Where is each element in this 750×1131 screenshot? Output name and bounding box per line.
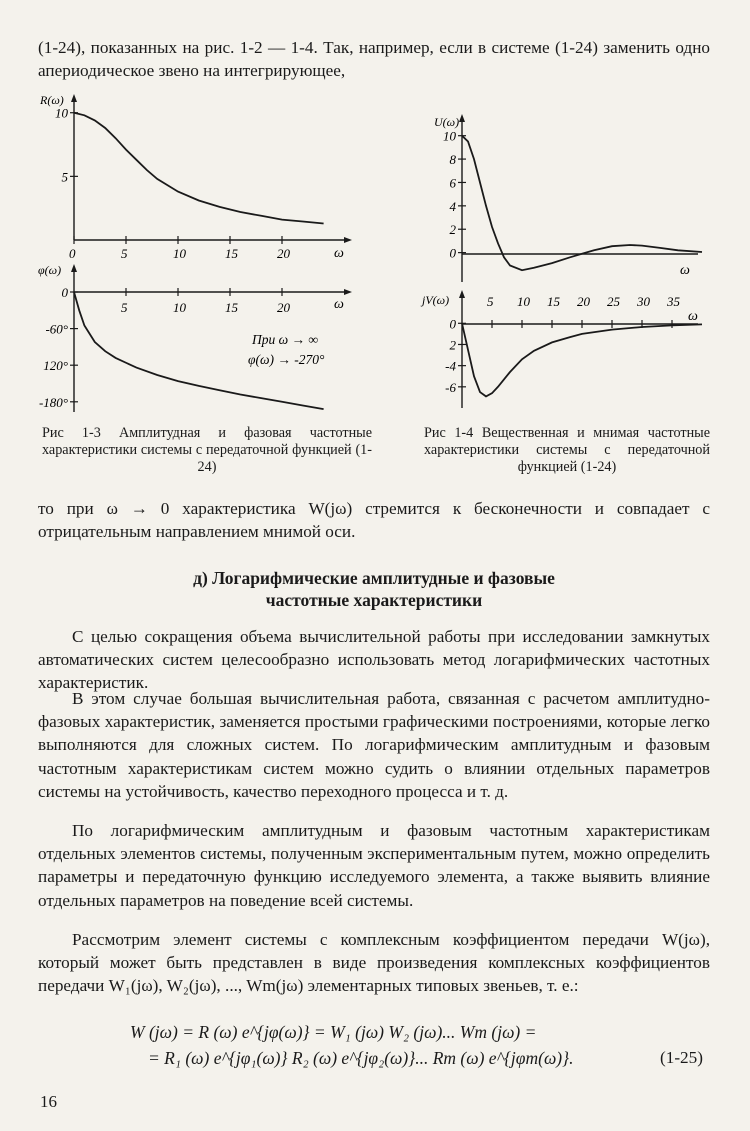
c0-xtick-label: 15 <box>225 246 238 261</box>
paragraph-3: По логарифмическим амплитудным и фазовым частотным характеристикам отдельных элементов системы, полученным экспериментальным путем, можно определить параметры и передаточную функцию исследуемого элемента, а также выявить влияние отдельных параметров на поведение всей системы. <box>38 821 710 910</box>
fig13-phase-chart <box>30 262 370 422</box>
c1-annotation-1: При ω → ∞ <box>252 332 319 347</box>
c1-annotation-2: φ(ω) → -270° <box>248 352 325 367</box>
c3-xtick-label: 25 <box>607 294 620 309</box>
equation-number: (1-25) <box>660 1048 703 1067</box>
c1-xtick-label: 5 <box>121 300 128 315</box>
imag-part-curve <box>462 323 702 396</box>
after-figure-paragraph: то при ω → 0 характеристика W(jω) стремится к бесконечности и совпадает с отрицательным направлением мнимой оси. <box>38 499 710 542</box>
c1-ytick-label: 0 <box>61 285 68 300</box>
c0-xlabel: ω <box>334 246 344 261</box>
c3-xtick-label: 10 <box>517 294 530 309</box>
amplitude-curve <box>74 113 324 224</box>
fig14-imag-chart <box>420 284 710 414</box>
c0-xtick-label: 0 <box>69 246 76 261</box>
equation-line-2: = R₁ (ω) e^{jφ₁(ω)} R₂ (ω) e^{jφ₂(ω)}... Rm (ω) e^{jφm(ω)}. <box>148 1048 574 1068</box>
c3-xtick-label: 35 <box>667 294 680 309</box>
c0-xtick-label: 5 <box>121 246 128 261</box>
c3-ytick-label: 0 <box>449 316 456 332</box>
paragraph-4: Рассмотрим элемент системы с комплексным коэффициентом передачи W(jω), который может быть представлен в виде произведения комплексных коэффициентов передачи W₁(jω), W₂(jω), ..., Wm(jω) элементарных типовых звеньев, т. е.: <box>38 930 710 996</box>
c0-ytick-label: 10 <box>55 105 68 121</box>
paragraph-2: В этом случае большая вычислительная работа, связанная с расчетом амплитудно-фазовых характеристик, заменяется простыми графическими построениями, которые легко выполняются для сложных систем. По логарифмическим амплитудным и фазовым частотным характеристикам систем можно судить о влиянии отдельных параметров системы на устойчивость, качество переходного процесса и т. д. <box>38 689 710 801</box>
c3-xtick-label: 5 <box>487 294 494 309</box>
c3-ytick-label: 2 <box>449 337 456 353</box>
c1-xtick-label: 10 <box>173 300 186 315</box>
c1-xlabel: ω <box>334 297 344 312</box>
c3-ytick-label: -6 <box>445 379 456 395</box>
c1-ylabel: φ(ω) <box>38 263 62 277</box>
c1-xtick-label: 15 <box>225 300 238 315</box>
real-part-curve <box>462 136 702 271</box>
fig14-caption: Рис 1-4 Вещественная и мнимая частотные характеристики системы с передаточной функцией (1-24) <box>424 425 710 475</box>
c1-ytick-label: 120° <box>43 358 68 374</box>
c3-xlabel: ω <box>688 309 698 324</box>
paragraph-1: С целью сокращения объема вычислительной работы при исследовании замкнутых автоматических систем целесообразно использовать метод логарифмических частотных характеристик. <box>38 627 710 693</box>
c3-xtick-label: 15 <box>547 294 560 309</box>
c2-ytick-label: 10 <box>443 128 456 144</box>
c2-ytick-label: 4 <box>449 198 456 214</box>
c0-xtick-label: 10 <box>173 246 186 261</box>
c0-xtick-label: 20 <box>277 246 290 261</box>
c3-xtick-label: 30 <box>637 294 650 309</box>
c0-ytick-label: 5 <box>61 169 68 185</box>
section-title: д) Логарифмические амплитудные и фазовые частотные характеристики <box>193 568 555 610</box>
c2-ytick-label: 6 <box>449 175 456 191</box>
c2-ytick-label: 8 <box>449 152 456 168</box>
page-number: 16 <box>40 1092 57 1111</box>
c1-ytick-label: -60° <box>45 321 68 337</box>
c2-ytick-label: 2 <box>449 222 456 238</box>
c2-ylabel: U(ω) <box>434 115 460 129</box>
c3-xtick-label: 20 <box>577 294 590 309</box>
fig13-amplitude-chart <box>30 92 370 262</box>
equation-line-1: W (jω) = R (ω) e^{jφ(ω)} = W₁ (jω) W₂ (jω)... Wm (jω) = <box>130 1022 537 1042</box>
fig14-real-chart <box>420 112 710 284</box>
c1-ytick-label: -180° <box>38 394 68 410</box>
top-paragraph: (1-24), показанных на рис. 1-2 — 1-4. Так, например, если в системе (1-24) заменить одно апериодическое звено на интегрирующее, <box>38 38 710 81</box>
c1-xtick-label: 20 <box>277 300 290 315</box>
c3-ytick-label: -4 <box>445 358 456 374</box>
c0-ylabel: R(ω) <box>40 93 64 107</box>
c2-xlabel: ω <box>680 263 690 278</box>
c2-ytick-label: 0 <box>449 245 456 261</box>
fig13-caption: Рис 1-3 Амплитудная и фазовая частотные характеристики системы с передаточной функцией (1-24) <box>42 425 372 475</box>
c3-ylabel: jV(ω) <box>422 293 450 307</box>
